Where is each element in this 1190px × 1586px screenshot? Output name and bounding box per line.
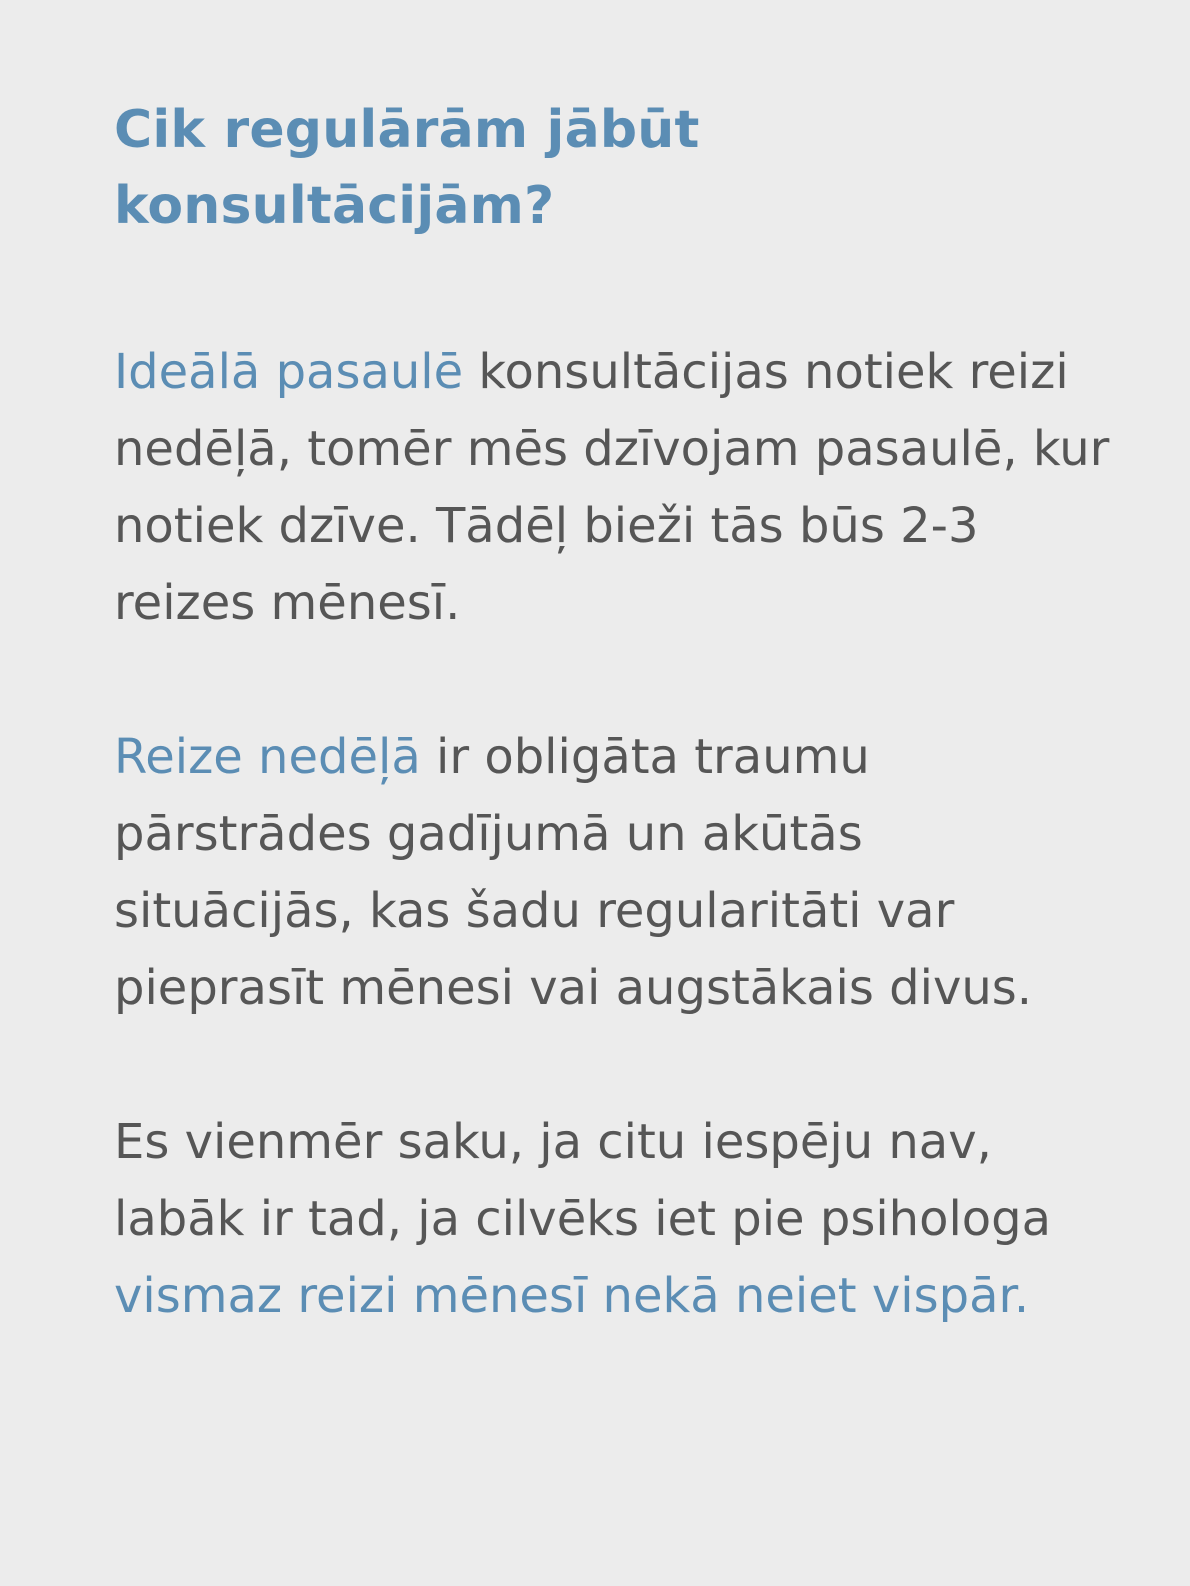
paragraph-ideal-world [114,334,1114,642]
content-card [114,92,1114,1335]
page-title: Cik regulārām jābūt konsultācijām? [114,100,700,236]
paragraph-advice-text: Es vienmēr saku, ja citu iespēju nav, labāk ir tad, ja cilvēks iet pie psihologa [114,1114,1052,1247]
paragraph-weekly [114,719,1114,1027]
paragraph-ideal-world-text: konsultācijas notiek reizi nedēļā, tomēr mēs dzīvojam pasaulē, kur notiek dzīve. Tādēļ bieži tās būs 2-3 reizes mēnesī. [114,344,1110,631]
highlight-ideal-world: Ideālā pasaulē [114,344,464,400]
paragraph-weekly-text: ir obligāta traumu pārstrādes gadījumā un akūtās situācijās, kas šadu regularitāti var pieprasīt mēnesi vai augstākais divus. [114,729,1033,1016]
highlight-weekly: Reize nedēļā [114,729,421,785]
highlight-monthly: vismaz reizi mēnesī nekā neiet vispār. [114,1268,1030,1324]
paragraph-advice [114,1104,1114,1335]
